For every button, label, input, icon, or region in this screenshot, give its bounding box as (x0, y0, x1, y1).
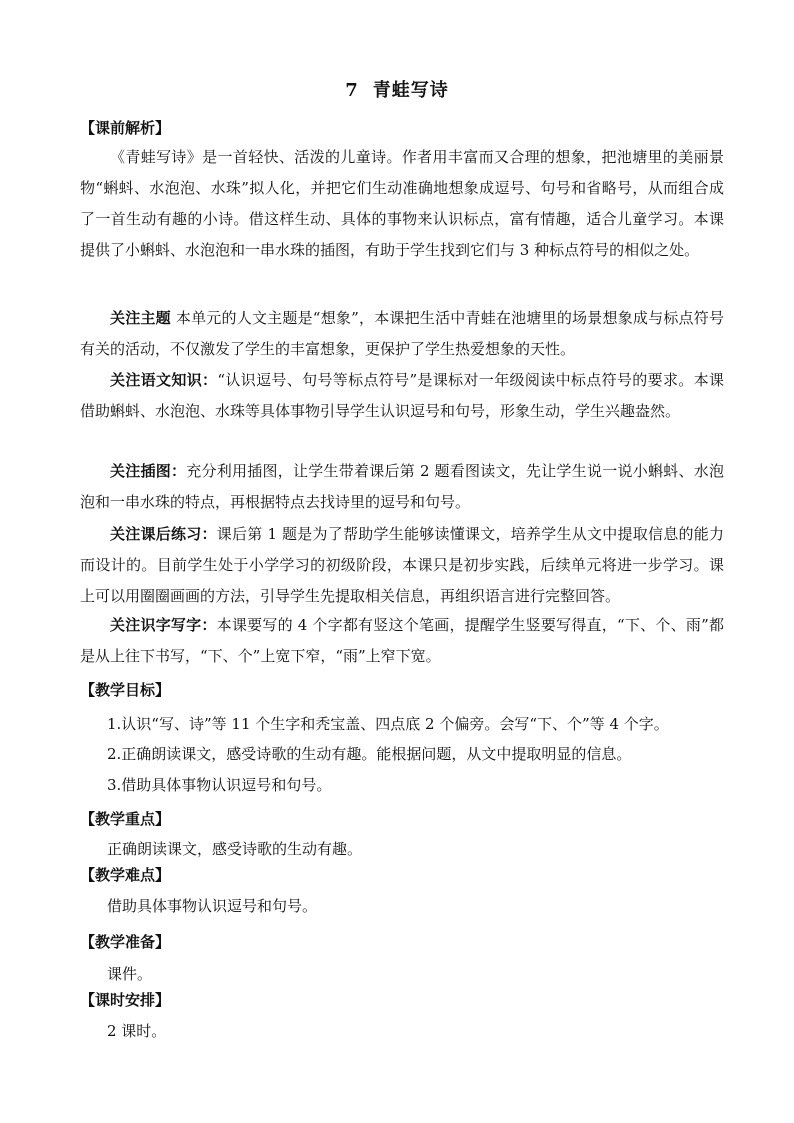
focus-writing-text: 本课要写的 4 个字都有竖这个笔画，提醒学生竖要写得直，“下、个、雨”都是从上往下书写，“下、个”上宽下窄，“雨”上窄下宽。 (80, 616, 724, 665)
difficulties-text: 借助具体事物认识逗号和句号。 (107, 897, 318, 915)
focus-illustration-paragraph (80, 456, 724, 518)
key-points-text: 正确朗读课文，感受诗歌的生动有趣。 (107, 840, 363, 858)
lesson-number: 7 (345, 80, 359, 101)
goal-item-2: 2.正确朗读课文，感受诗歌的生动有趣。能根据问题，从文中提取明显的信息。 (107, 745, 632, 763)
focus-theme-text: 本单元的人文主题是“想象”，本课把生活中青蛙在池塘里的场景想象成与标点符号有关的活动，不仅激发了学生的丰富想象，更保护了学生热爱想象的天性。 (80, 309, 724, 358)
focus-writing-label: 关注识字写字： (110, 616, 217, 634)
focus-theme-label: 关注主题 (110, 309, 171, 327)
page-title (0, 76, 794, 102)
goal-item-3: 3.借助具体事物认识逗号和句号。 (107, 776, 332, 794)
focus-knowledge-text: “认识逗号、句号等标点符号”是课标对一年级阅读中标点符号的要求。本课借助蝌蚪、水泡泡、水珠等具体事物引导学生认识逗号和句号，形象生动，学生兴趣盎然。 (80, 371, 724, 420)
focus-theme-paragraph (80, 303, 724, 365)
focus-exercise-paragraph (80, 519, 724, 612)
section-heading-analysis: 【课前解析】 (80, 119, 171, 137)
focus-exercise-label: 关注课后练习： (110, 525, 217, 543)
section-heading-goals: 【教学目标】 (80, 681, 171, 699)
schedule-text: 2 课时。 (107, 1022, 167, 1040)
lesson-title: 青蛙写诗 (372, 80, 449, 101)
section-heading-difficulties: 【教学难点】 (80, 866, 171, 884)
focus-knowledge-paragraph (80, 365, 724, 427)
analysis-intro-paragraph: 《青蛙写诗》是一首轻快、活泼的儿童诗。作者用丰富而又合理的想象，把池塘里的美丽景物“蝌蚪、水泡泡、水珠”拟人化，并把它们生动准确地想象成逗号、句号和省略号，从而组合成了一首生动有趣的小诗。借这样生动、具体的事物来认识标点，富有情趣，适合儿童学习。本课提供了小蝌蚪、水泡泡和一串水珠的插图，有助于学生找到它们与 3 种标点符号的相似之处。 (80, 148, 724, 259)
focus-writing-paragraph (80, 610, 724, 672)
focus-knowledge-label: 关注语文知识： (110, 371, 218, 389)
focus-illustration-label: 关注插图： (110, 462, 187, 480)
section-heading-preparation: 【教学准备】 (80, 933, 171, 951)
section-heading-schedule: 【课时安排】 (80, 991, 171, 1009)
preparation-text: 课件。 (107, 965, 153, 983)
goal-item-1: 1.认识“写、诗”等 11 个生字和秃宝盖、四点底 2 个偏旁。会写“下、个”等 4 个字。 (107, 715, 669, 733)
section-heading-key-points: 【教学重点】 (80, 810, 171, 828)
focus-illustration-text: 充分利用插图，让学生带着课后第 2 题看图读文，先让学生说一说小蝌蚪、水泡泡和一串水珠的特点，再根据特点去找诗里的逗号和句号。 (80, 462, 724, 511)
focus-exercise-text: 课后第 1 题是为了帮助学生能够读懂课文，培养学生从文中提取信息的能力而设计的。目前学生处于小学学习的初级阶段，本课只是初步实践，后续单元将进一步学习。课上可以用圈圈画画的方法，引导学生先提取相关信息，再组织语言进行完整回答。 (80, 525, 724, 605)
